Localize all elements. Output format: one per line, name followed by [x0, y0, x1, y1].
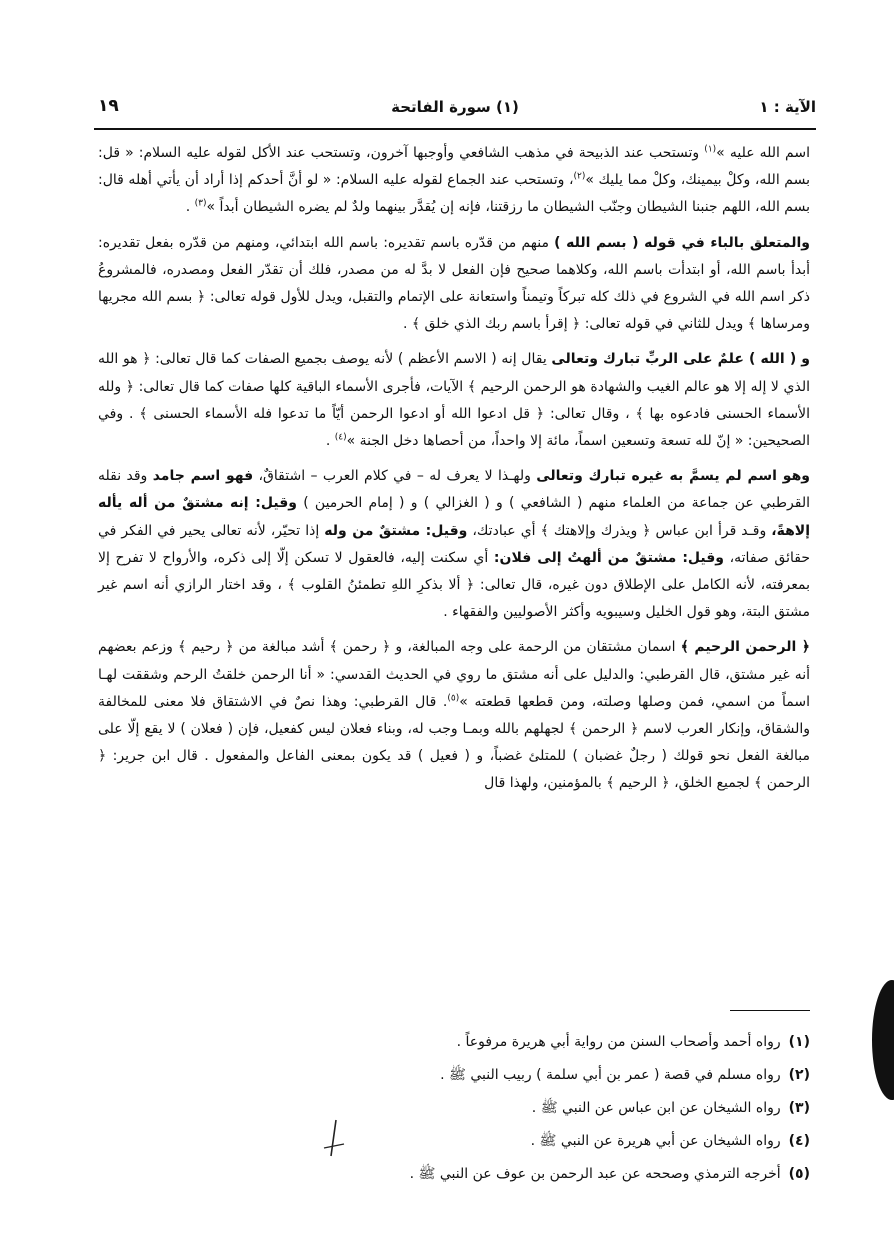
- footnote-text: أخرجه الترمذي وصححه عن عبد الرحمن بن عوف عن النبي ﷺ .: [409, 1166, 781, 1182]
- text-run: وقد نقله القرطبي عن جماعة من العلماء منهم ( الشافعي ) و ( الغزالي ) و ( إمام الحرمين ): [98, 468, 810, 512]
- footnote: [210, 1092, 810, 1125]
- paragraph: [98, 346, 810, 455]
- text-run: اسم الله عليه »: [716, 145, 810, 161]
- header-rule: [94, 128, 816, 130]
- footnote-text: رواه أحمد وأصحاب السنن من رواية أبي هريرة مرفوعاً .: [456, 1034, 781, 1050]
- paragraph: [98, 140, 810, 222]
- footnote: [210, 1158, 810, 1191]
- footnote-marker: (٢): [573, 171, 586, 182]
- footnote-text: رواه الشيخان عن ابن عباس عن النبي ﷺ .: [531, 1100, 781, 1116]
- footnote-marker: (٣): [194, 198, 207, 209]
- footnote-number: (٢): [788, 1067, 810, 1083]
- text-run: ولهـذا لا يعرف له – في كلام العرب – اشتقاقٌ،: [253, 468, 537, 485]
- footnote-marker: (١): [704, 144, 717, 155]
- pen-mark-icon: [322, 1118, 346, 1158]
- footnote-text: رواه الشيخان عن أبي هريرة عن النبي ﷺ .: [530, 1133, 781, 1149]
- surah-title: (١) سورة الفاتحة: [391, 98, 519, 116]
- text-run: يقال إنه ( الاسم الأعظم ) لأنه يوصف بجميع الصفات كما قال تعالى: ﴿ هو الله الذي لا إله إلا هو عالم الغيب والشهادة هو الرحمن الرحيم ﴾ الآيات، فأجرى الأسماء الباقية كلها صفات كما قال تعالى: ﴿ ولله الأسماء الحسنى فادعوه بها ﴾ ، وقال تعالى: ﴿ قل ادعوا الله أو ادعوا الرحمن أيّاً ما تدعوا فله الأسماء الحسنى ﴾ . وفي الصحيحين: « إنّ لله تسعة وتسعين اسماً، مائة إلا واحداً، من أحصاها دخل الجنة »: [98, 351, 810, 450]
- paragraph: [98, 463, 810, 626]
- page-header: [94, 94, 816, 124]
- verse-label: الآية : ١: [759, 98, 816, 116]
- bold-heading: وقيل: مشتقٌ من ألهتُ إلى فلان:: [493, 549, 725, 566]
- paragraph: [98, 230, 810, 339]
- bold-heading: فهو اسم جامد: [152, 468, 254, 485]
- footnote-marker: (٥): [447, 693, 460, 704]
- bold-heading: وهو اسم لم يسمَّ به غيره تبارك وتعالى: [536, 468, 810, 485]
- main-text: [98, 140, 810, 798]
- text-run: منهم من قدّره باسم تقديره: باسم الله ابتدائي، ومنهم من قدّره بفعل تقديره: أبدأ باسم الله، أو ابتدأت باسم الله، وكلاهما صحيح فإن الفعل لا بدَّ له من مصدر، فلك أن تقدّر الفعل ومصدره، فالمشروعُ ذكر اسم الله في الشروع في ذلك كله تبركاً وتيمناً واستعانة على الإتمام والتقبل، ويدل للأول قوله تعالى: ﴿ بسم الله مجريها ومرساها ﴾ ويدل للثاني في قوله تعالى: ﴿ إقرأ باسم ربك الذي خلق ﴾ .: [98, 234, 810, 333]
- footnote-rule: [730, 1010, 810, 1011]
- footnote-number: (٤): [788, 1133, 810, 1149]
- footnotes: [210, 1026, 810, 1191]
- bold-heading: ﴿ الرحمن الرحيم ﴾: [680, 639, 810, 656]
- footnote-marker: (٤): [334, 432, 347, 443]
- text-run: وقـد قرأ ابن عباس ﴿ ويذرك وإلاهتك ﴾ أي عبادتك،: [467, 522, 772, 539]
- text-run: أي سكنت إليه، فالعقول لا تسكن إلّا إلى ذكره، والأرواح لا تفرح إلا بمعرفته، لأنه الكامل على الإطلاق دون غيره، قال تعالى: ﴿ ألا بذكرِ اللهِ تطمئنُ القلوب ﴾ ، وقد اختار الرازي أنه اسم غير مشتق البتة، وهو قول الخليل وسيبويه وأكثر الأصوليين والفقهاء .: [98, 549, 810, 621]
- text-run: اسمان مشتقان من الرحمة على وجه المبالغة، و ﴿ رحمن ﴾ أشد مبالغة من ﴿ رحيم ﴾ وزعم بعضهم أنه غير مشتق، قال القرطبي: والدليل على أنه مشتق ما روي في الحديث القدسي: « أنا الرحمن خلقتُ الرحم وشققت لهـا اسماً من اسمي، فمن وصلها وصلته، ومن قطعها قطعته »: [98, 639, 810, 710]
- footnote: [210, 1059, 810, 1092]
- footnote: [210, 1026, 810, 1059]
- text-run: .: [185, 199, 195, 216]
- footnote: [210, 1125, 810, 1158]
- bold-heading: وقيل: إنه مشتقٌ من أله يأله إلاهةً،: [98, 495, 811, 539]
- text-run: .: [325, 433, 335, 450]
- scan-edge-shadow: [872, 980, 894, 1100]
- text-run: . قال القرطبي: وهذا نصٌ في الاشتقاق فلا معنى للمخالفة والشقاق، وإنكار العرب لاسم ﴿ الرحمن ﴾ لجهلهم بالله وبمـا وجب له، وبناء فعلان ليس كفعيل، فإن ( فعلان ) لا يقع إلّا على مبالغة الفعل نحو قولك ( رجلٌ غضبان ) للمتلئ غضباً، و ( فعيل ) قد يكون بمعنى الفاعل والمفعول . قال ابن جرير: ﴿ الرحمن ﴾ لجميع الخلق، ﴿ الرحيم ﴾ بالمؤمنين، ولهذا قال: [98, 693, 810, 792]
- paragraph: [98, 634, 810, 797]
- page-number: ١٩: [98, 96, 119, 116]
- footnote-number: (١): [788, 1034, 810, 1050]
- text-run: وتستحب عند الذبيحة في مذهب الشافعي وأوجبها آخرون، وتستحب عند الأكل لقوله عليه السلام: « قل: بسم الله، وكلْ بيمينك، وكلْ مما يليك »: [98, 145, 811, 189]
- text-run: ، وتستحب عند الجماع لقوله عليه السلام: « لو أنَّ أحدكم إذا أراد أن يأتي أهله قال: بسم الله، اللهم جنبنا الشيطان وجنّب الشيطان ما رزقتنا، فإنه إن يُقدَّر بينهما ولدٌ لم يضره الشيطان أبداً »: [98, 172, 810, 216]
- bold-heading: وقيل: مشتقٌ من وله: [324, 522, 468, 539]
- bold-heading: والمتعلق بالباء في قوله ( بسم الله ): [554, 234, 810, 251]
- footnote-number: (٣): [788, 1100, 810, 1116]
- bold-heading: و ( الله ) علمٌ على الربِّ تبارك وتعالى: [551, 351, 810, 368]
- footnote-number: (٥): [788, 1166, 810, 1182]
- text-run: إذا تحيّر، لأنه تعالى يحير في الفكر في حقائق صفاته،: [98, 522, 810, 566]
- footnote-text: رواه مسلم في قصة ( عمر بن أبي سلمة ) ربيب النبي ﷺ .: [440, 1067, 781, 1083]
